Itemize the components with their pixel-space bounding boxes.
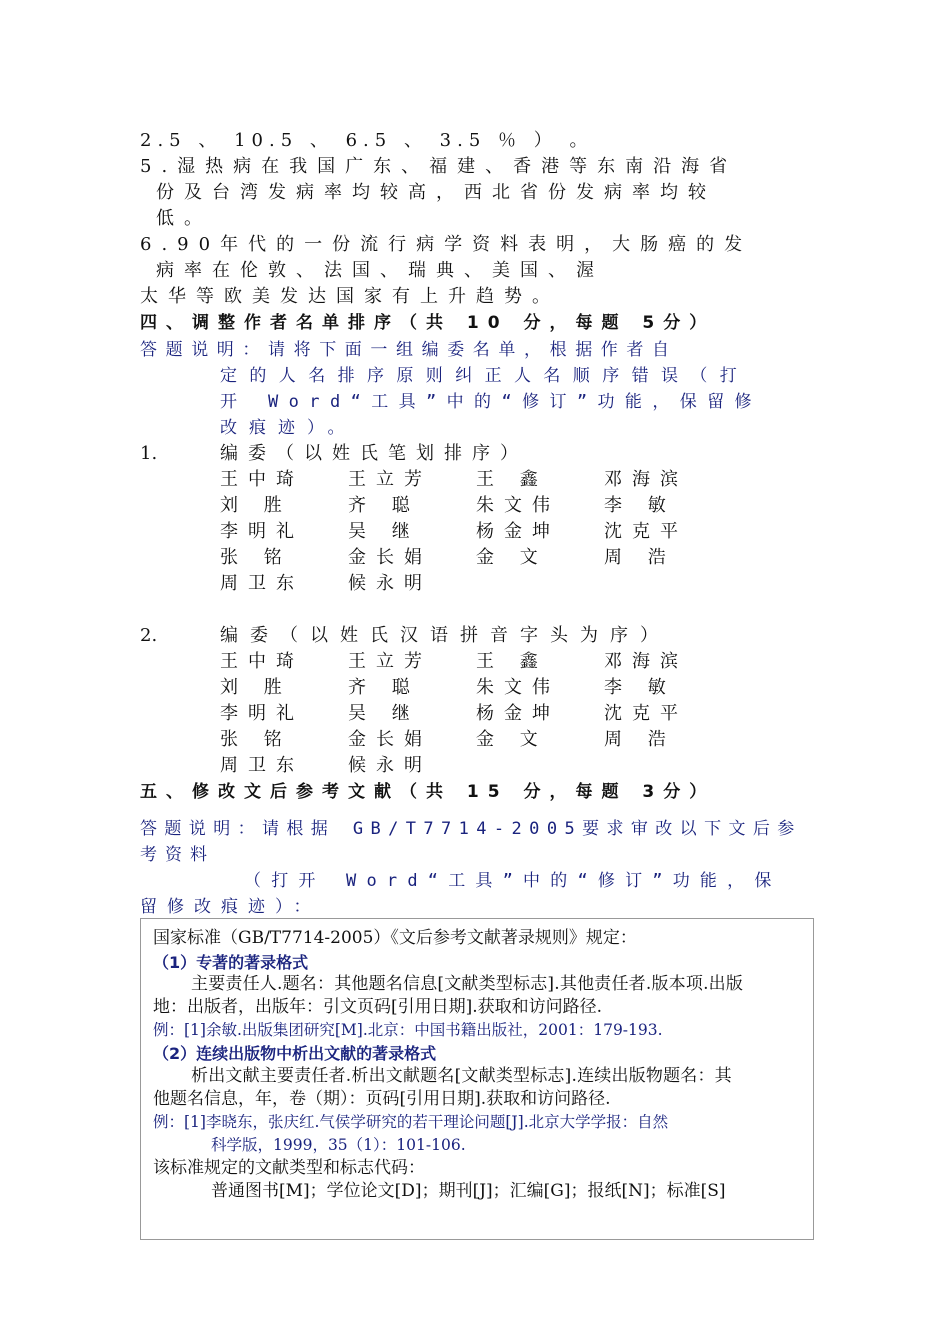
name-cell: 刘 胜	[220, 495, 292, 516]
section-5-heading: 五、修改文后参考文献（共 15 分，每题 3分）	[140, 782, 716, 802]
name-cell: 金 文	[476, 547, 548, 568]
name-list-1	[220, 467, 732, 597]
name-cell: 李 敏	[604, 495, 676, 516]
rules-monograph-example: 例：[1]余敏.出版集团研究[M].北京：中国书籍出版社，2001：179-193.	[153, 1021, 663, 1039]
name-row	[220, 753, 732, 779]
name-row	[220, 571, 732, 597]
name-cell: 刘 胜	[220, 677, 292, 698]
reference-rules-box	[140, 918, 814, 1240]
name-row	[220, 675, 732, 701]
text-line-5c: 低。	[156, 208, 212, 229]
name-row	[220, 493, 732, 519]
name-cell: 李 敏	[604, 677, 676, 698]
rules-heading-monograph: （1）专著的著录格式	[153, 953, 309, 972]
section-5-instruction-1: 答题说明：请根据 GB/T7714-2005要求审改以下文后参	[140, 819, 802, 839]
name-cell: 金 文	[476, 729, 548, 750]
name-cell: 候永明	[348, 573, 432, 594]
section-5-instruction-2: 考资料	[140, 845, 215, 865]
text-line-6b: 病率在伦敦、法国、瑞典、美国、渥	[156, 260, 604, 281]
name-cell: 沈克平	[604, 703, 688, 724]
question-2-number: 2.	[140, 625, 158, 646]
section-5-instruction-4: 留修改痕迹）：	[140, 897, 321, 917]
name-cell: 李明礼	[220, 521, 304, 542]
section-4-instruction-2: 定的人名排序原则纠正人名顺序错误（打	[220, 366, 750, 386]
name-cell: 齐 聪	[348, 677, 420, 698]
name-cell: 杨金坤	[476, 703, 560, 724]
name-cell: 邓海滨	[604, 651, 688, 672]
rules-monograph-format-2: 地：出版者，出版年：引文页码[引用日期].获取和访问路径.	[153, 997, 603, 1017]
name-cell: 周 浩	[604, 547, 676, 568]
section-4-instruction-3: 开 Word“工具”中的“修订”功能，保留修	[220, 392, 762, 412]
name-row	[220, 649, 732, 675]
rules-type-codes-label: 该标准规定的文献类型和标志代码：	[153, 1158, 425, 1178]
section-4-instruction-1: 答题说明：请将下面一组编委名单，根据作者自	[140, 340, 678, 360]
name-cell: 周卫东	[220, 755, 304, 776]
name-cell: 杨金坤	[476, 521, 560, 542]
rules-type-codes: 普通图书[M]；学位论文[D]；期刊[J]；汇编[G]；报纸[N]；标准[S]	[211, 1181, 726, 1201]
text-line-5a: 5.湿热病在我国广东、福建、香港等东南沿海省	[140, 156, 738, 177]
name-row	[220, 519, 732, 545]
text-line-5b: 份及台湾发病率均较高，西北省份发病率均较	[156, 182, 716, 203]
rules-serial-example-2: 科学版，1999，35（1）：101-106.	[211, 1136, 466, 1154]
name-cell: 朱文伟	[476, 677, 560, 698]
name-cell: 李明礼	[220, 703, 304, 724]
rules-serial-format-1: 析出文献主要责任者.析出文献题名[文献类型标志].连续出版物题名：其	[191, 1066, 732, 1086]
name-cell: 张 铭	[220, 547, 292, 568]
name-cell: 王立芳	[348, 469, 432, 490]
name-cell: 王 鑫	[476, 651, 548, 672]
name-cell: 王中琦	[220, 469, 304, 490]
question-1-title: 编委（以姓氏笔划排序）	[220, 443, 528, 464]
name-row	[220, 467, 732, 493]
question-2-title: 编委（以姓氏汉语拼音字头为序）	[220, 625, 670, 646]
name-cell: 金长娟	[348, 547, 432, 568]
text-line-percentages: 2.5 、 10.5 、 6.5 、 3.5 ％ ） 。	[140, 130, 594, 151]
name-row	[220, 727, 732, 753]
name-list-2	[220, 649, 732, 779]
text-line-6c: 太华等欧美发达国家有上升趋势。	[140, 286, 560, 307]
name-row	[220, 545, 732, 571]
rules-monograph-format-1: 主要责任人.题名：其他题名信息[文献类型标志].其他责任者.版本项.出版	[191, 974, 744, 994]
name-cell: 周 浩	[604, 729, 676, 750]
name-cell: 吴 继	[348, 521, 420, 542]
name-cell: 邓海滨	[604, 469, 688, 490]
name-cell: 候永明	[348, 755, 432, 776]
name-cell: 王 鑫	[476, 469, 548, 490]
rules-serial-format-2: 他题名信息，年，卷（期）：页码[引用日期].获取和访问路径.	[153, 1089, 611, 1109]
section-5-instruction-3: （打开 Word“工具”中的“修订”功能，保	[244, 871, 782, 891]
section-4-heading: 四、调整作者名单排序（共 10 分，每题 5分）	[140, 313, 716, 333]
name-cell: 张 铭	[220, 729, 292, 750]
text-line-6a: 6.90年代的一份流行病学资料表明，大肠癌的发	[140, 234, 753, 255]
rules-intro: 国家标准（GB/T7714-2005）《文后参考文献著录规则》规定：	[153, 928, 637, 948]
name-cell: 金长娟	[348, 729, 432, 750]
name-cell: 朱文伟	[476, 495, 560, 516]
name-cell: 沈克平	[604, 521, 688, 542]
rules-heading-serial: （2）连续出版物中析出文献的著录格式	[153, 1044, 437, 1063]
question-1-number: 1.	[140, 443, 158, 464]
rules-serial-example-1: 例：[1]李晓东，张庆红.气侯学研究的若干理论问题[J].北京大学学报：自然	[153, 1113, 669, 1131]
name-row	[220, 701, 732, 727]
name-cell: 王立芳	[348, 651, 432, 672]
name-cell: 齐 聪	[348, 495, 420, 516]
name-cell: 吴 继	[348, 703, 420, 724]
name-cell: 王中琦	[220, 651, 304, 672]
section-4-instruction-4: 改痕迹）。	[220, 418, 357, 438]
name-cell: 周卫东	[220, 573, 304, 594]
